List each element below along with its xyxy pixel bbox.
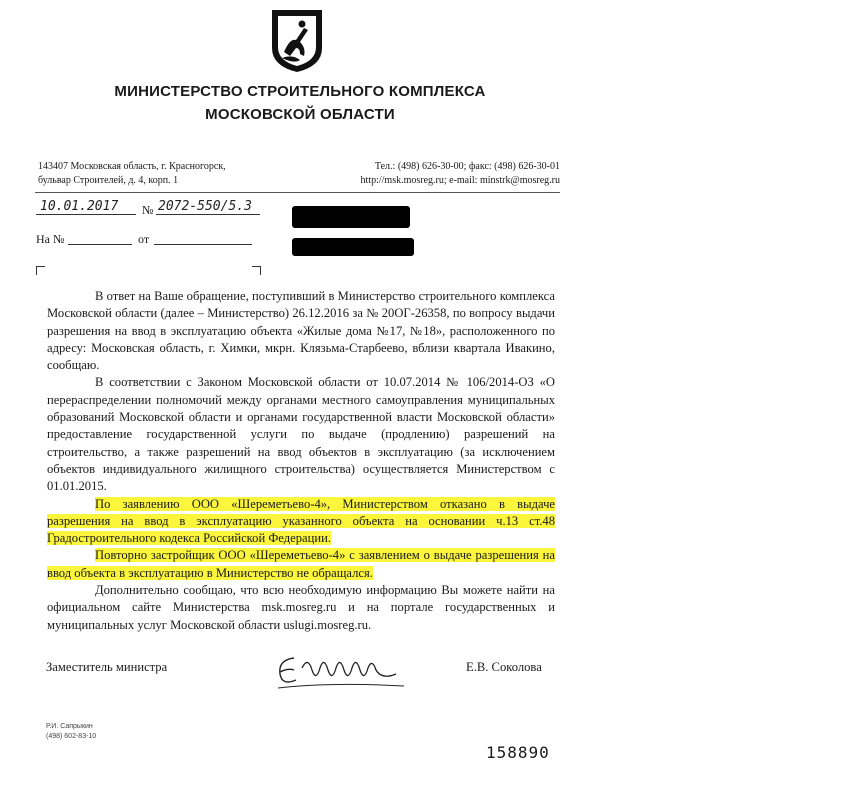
paragraph-refusal	[47, 496, 555, 548]
reply-to-label: На №	[36, 232, 65, 246]
document-number: 158890	[486, 743, 550, 762]
contacts-line: Тел.: (498) 626-30-00; факс: (498) 626-30-01	[374, 161, 560, 172]
letter-body	[47, 288, 555, 634]
paragraph-no-reapplication	[47, 547, 555, 582]
executor-name: Р.И. Сапрыкин	[46, 723, 93, 730]
signer-name: Е.В. Соколова	[466, 660, 542, 674]
highlighted-text: По заявлению ООО «Шереметьево-4», Министерством отказано в выдаче разрешения на ввод в эксплуатацию указанного объекта на основании ч.13 ст.48 Градостроительного кодекса Российской Федерации.	[47, 496, 555, 546]
coat-of-arms-icon	[270, 8, 324, 74]
executor-info	[46, 722, 96, 742]
contacts-line: http://msk.mosreg.ru; e-mail: minstrk@mosreg.ru	[360, 175, 560, 186]
highlighted-text: Повторно застройщик ООО «Шереметьево-4» с заявлением о выдаче разрешения на ввод объекта в эксплуатацию в Министерство не обращался.	[47, 548, 555, 580]
executor-phone: (498) 602-83-10	[46, 733, 97, 740]
redacted-addressee-line1	[292, 206, 410, 228]
number-sign: №	[142, 203, 154, 217]
from-label: от	[138, 232, 150, 246]
outgoing-date: 10.01.2017	[40, 199, 119, 214]
address-line: бульвар Строителей, д. 4, корп. 1	[38, 175, 179, 186]
organization-title-line1: МИНИСТЕРСТВО СТРОИТЕЛЬНОГО КОМПЛЕКСА	[114, 83, 486, 100]
corner-mark-left	[36, 266, 45, 275]
outgoing-number: 2072-550/5.3	[158, 199, 252, 214]
number-underline	[156, 214, 260, 215]
reply-date-underline	[154, 244, 252, 245]
contacts-block	[361, 160, 560, 188]
signer-position: Заместитель министра	[46, 660, 168, 674]
corner-mark-right	[252, 266, 261, 275]
redacted-addressee-line2	[292, 238, 414, 256]
reply-number-underline	[68, 244, 132, 245]
header-divider	[35, 192, 560, 193]
paragraph-additional-info: Дополнительно сообщаю, что всю необходимую информацию Вы можете найти на официальном сайте Министерства msk.mosreg.ru и на портале государственных и муниципальных услуг Московской области uslugi.mosreg.ru.	[47, 583, 555, 632]
paragraph-legal-basis: В соответствии с Законом Московской области от 10.07.2014 № 106/2014-ОЗ «О перераспределении полномочий между органами местного самоуправления муниципальных образований Московской области и органами государственной власти Московской области» предоставление государственной услуги по выдаче (продлению) разрешений на строительство, а также разрешений на ввод объектов в эксплуатацию (за исключением объектов индивидуального жилищного строительства) осуществляется Министерством с 01.01.2015.	[47, 375, 555, 494]
address-line: 143407 Московская область, г. Красногорск,	[38, 161, 226, 172]
paragraph-request: В ответ на Ваше обращение, поступивший в Министерство строительного комплекса Московской области (далее – Министерство) 26.12.2016 за № 20ОГ-26358, по вопросу выдачи разрешения на ввод в эксплуатацию объекта «Жилые дома №17, №18», расположенного по адресу: Московская область, г. Химки, мкрн. Клязьма-Старбеево, вблизи квартала Ивакино, сообщаю.	[47, 289, 555, 373]
address-block	[38, 160, 226, 188]
handwritten-signature	[272, 646, 412, 694]
date-underline	[36, 214, 136, 215]
organization-title-line2: МОСКОВСКОЙ ОБЛАСТИ	[205, 106, 395, 123]
